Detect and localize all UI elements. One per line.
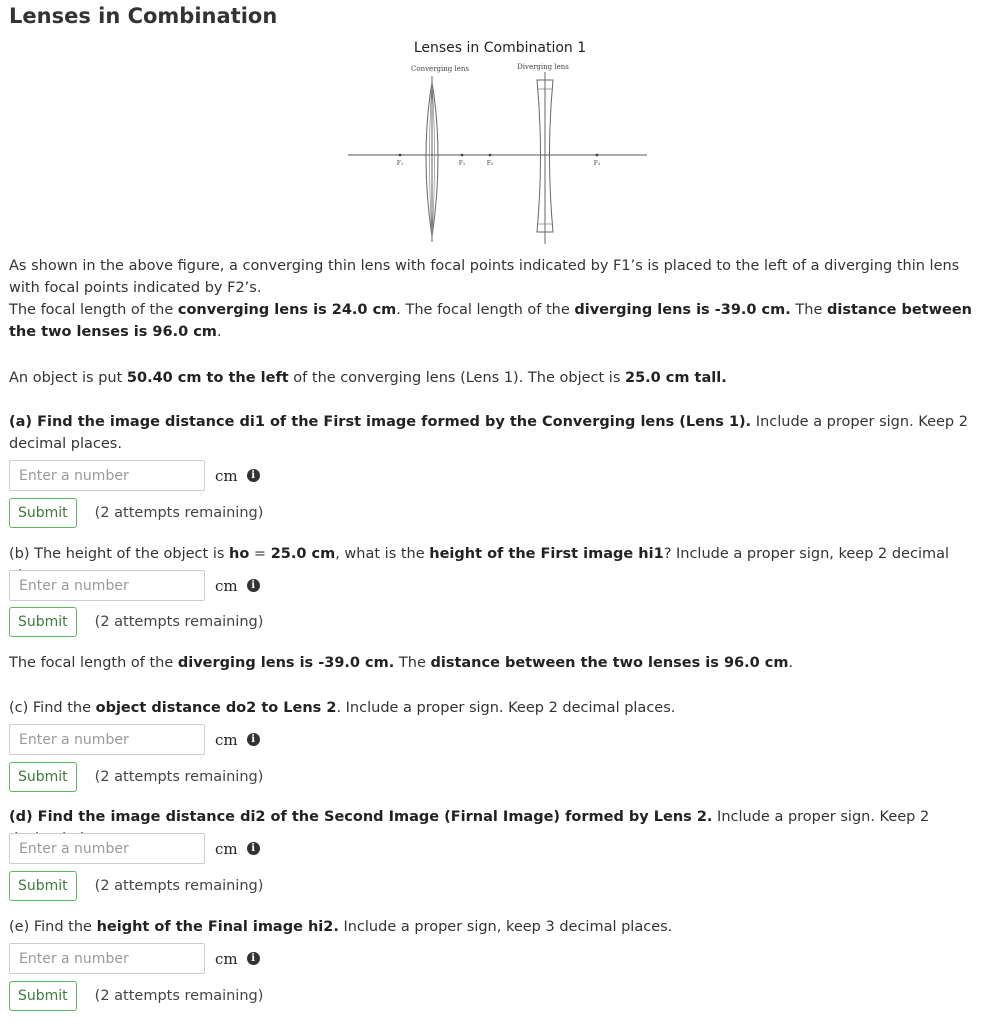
focal-points xyxy=(397,154,601,167)
diverging-lens xyxy=(537,72,553,244)
page-title: Lenses in Combination xyxy=(9,4,278,28)
unit-label-c: cm xyxy=(215,730,238,749)
info-icon[interactable]: i xyxy=(247,733,260,746)
attempts-remaining-b: (2 attempts remaining) xyxy=(94,614,264,630)
attempts-remaining-c: (2 attempts remaining) xyxy=(94,769,264,785)
info-icon[interactable]: i xyxy=(247,952,260,965)
focal-point-f2-left xyxy=(489,154,492,157)
submit-button-e[interactable]: Submit xyxy=(9,981,77,1011)
answer-input-e[interactable] xyxy=(9,943,205,974)
intro-paragraph-1: As shown in the above figure, a converging thin lens with focal points indicated by F1’s is placed to the left of a diverging thin lens with focal points indicated by F2’s. xyxy=(9,258,960,296)
info-icon[interactable]: i xyxy=(247,579,260,592)
question-e: (e) Find the height of the Final image hi2. Include a proper sign, keep 3 decimal places. xyxy=(9,919,673,935)
unit-label-e: cm xyxy=(215,949,238,968)
focal-label-f1-right: F₁ xyxy=(458,160,466,167)
question-a: (a) Find the image distance di1 of the First image formed by the Converging lens (Lens 1). Include a proper sign. Keep 2 decimal places. xyxy=(9,414,968,452)
attempts-remaining-e: (2 attempts remaining) xyxy=(94,988,264,1004)
info-icon[interactable]: i xyxy=(247,469,260,482)
submit-row-a xyxy=(9,497,263,529)
converging-lens xyxy=(426,76,438,242)
diverging-lens-info: The focal length of the diverging lens is -39.0 cm. The distance between the two lenses is 96.0 cm. xyxy=(9,655,794,671)
submit-row-c xyxy=(9,761,263,793)
submit-button-b[interactable]: Submit xyxy=(9,607,77,637)
submit-button-c[interactable]: Submit xyxy=(9,762,77,792)
question-c: (c) Find the object distance do2 to Lens 2. Include a proper sign. Keep 2 decimal places. xyxy=(9,700,676,716)
answer-input-a[interactable] xyxy=(9,460,205,491)
focal-point-f1-right xyxy=(461,154,464,157)
submit-row-e xyxy=(9,980,263,1012)
submit-row-b xyxy=(9,606,263,638)
lens-figure xyxy=(340,40,660,250)
question-b: (b) The height of the object is ho = 25.0 cm, what is the height of the First image hi1? Include a proper sign, keep 2 decimal xyxy=(9,546,950,562)
unit-label-d: cm xyxy=(215,839,238,858)
focal-label-f1-left: F₁ xyxy=(396,160,404,167)
diverging-lens-label: Diverging lens xyxy=(517,63,569,71)
answer-row-b xyxy=(9,569,260,602)
focal-label-f2-right: F₂ xyxy=(593,160,601,167)
converging-lens-label: Converging lens xyxy=(411,65,469,73)
unit-label-b: cm xyxy=(215,576,238,595)
answer-input-b[interactable] xyxy=(9,570,205,601)
lens-diagram xyxy=(340,62,660,252)
answer-row-d xyxy=(9,832,260,865)
attempts-remaining-a: (2 attempts remaining) xyxy=(94,505,264,521)
focal-label-f2-left: F₂ xyxy=(486,160,494,167)
answer-input-d[interactable] xyxy=(9,833,205,864)
attempts-remaining-d: (2 attempts remaining) xyxy=(94,878,264,894)
intro-paragraph-3: An object is put 50.40 cm to the left of the converging lens (Lens 1). The object is 25.0 cm tall. xyxy=(9,370,727,386)
submit-button-a[interactable]: Submit xyxy=(9,498,77,528)
figure-caption: Lenses in Combination 1 xyxy=(413,40,587,56)
answer-input-c[interactable] xyxy=(9,724,205,755)
submit-row-d xyxy=(9,870,263,902)
intro-paragraph-2: The focal length of the converging lens is 24.0 cm. The focal length of the diverging lens is -39.0 cm. The distance between the two lenses is 96.0 cm. xyxy=(9,302,972,340)
submit-button-d[interactable]: Submit xyxy=(9,871,77,901)
focal-point-f2-right xyxy=(596,154,599,157)
question-d: (d) Find the image distance di2 of the Second Image (Firnal Image) formed by Lens 2. Include a proper sign. Keep 2 xyxy=(9,809,930,825)
unit-label-a: cm xyxy=(215,466,238,485)
answer-row-e xyxy=(9,942,260,975)
answer-row-a xyxy=(9,459,260,492)
focal-point-f1-left xyxy=(399,154,402,157)
info-icon[interactable]: i xyxy=(247,842,260,855)
answer-row-c xyxy=(9,723,260,756)
